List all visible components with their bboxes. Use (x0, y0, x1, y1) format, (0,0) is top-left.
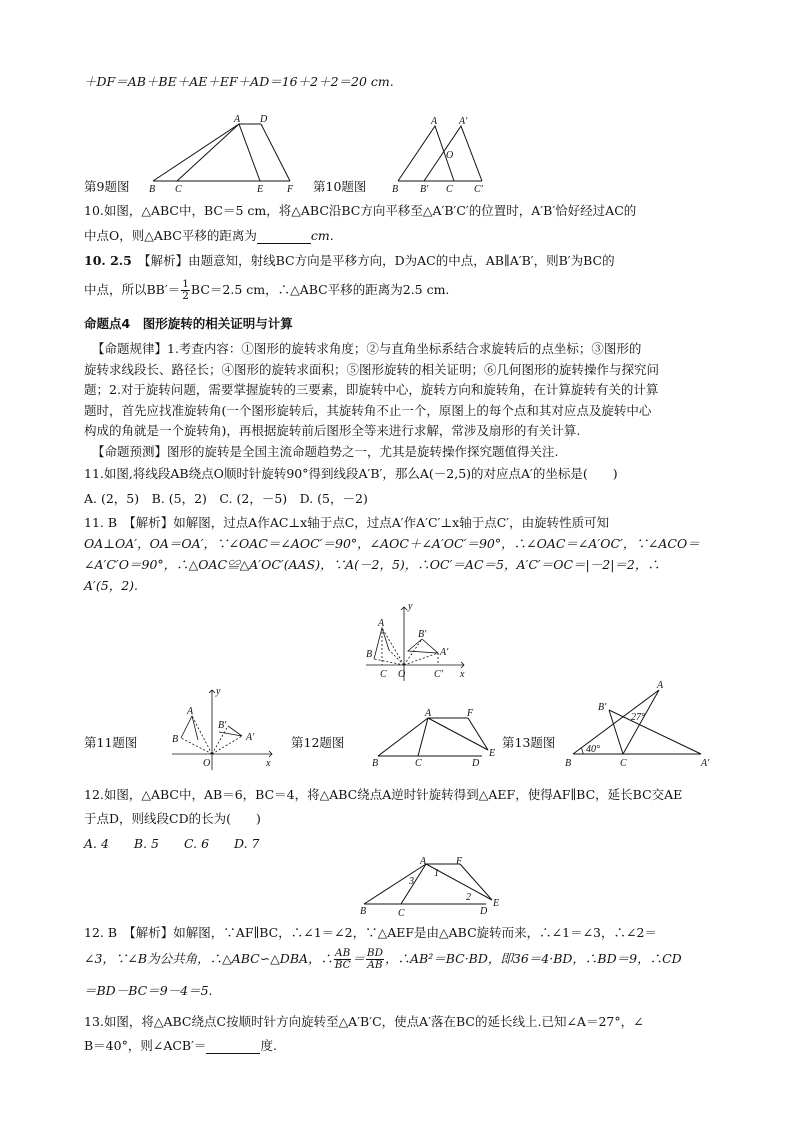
label-C: C (620, 758, 627, 769)
figure-12 (370, 708, 500, 770)
question-12-line1: 12.如图，△ABC中，AB＝6，BC＝4，将△ABC绕点A逆时针旋转得到△AEF，使得AF∥BC，延长BC交AE (84, 787, 683, 802)
answer-blank (257, 243, 311, 244)
label-C: C (415, 758, 422, 769)
label-C: C (398, 908, 405, 919)
answer-12-line2: ∠3，∵∠B为公共角，∴△ABC∽△DBA，∴ $\frac{AB}{BC}$ ＝ $\frac{BD}{AB}$ ，∴AB²＝BC·BD，即36＝4·BD，∴BD＝9，∴CD (84, 947, 682, 971)
question-13-line1: 13.如图，将△ABC绕点C按顺时针方向旋转至△A′B′C，使点A′落在BC的延长线上.已知∠A＝27°，∠ (84, 1014, 644, 1029)
solution-figure-11 (362, 603, 472, 683)
label-C: C (175, 184, 182, 195)
rule-line-3: 题；2.对于旋转问题，需要掌握旋转的三要素，即旋转中心，旋转方向和旋转角，在计算旋转有关的计算 (84, 382, 659, 397)
label-A: A (425, 708, 432, 719)
rule-line-1: 【命题规律】1.考查内容：①图形的旋转求角度；②与直角坐标系结合求旋转后的点坐标；③图形的 (92, 341, 642, 356)
solution-figure-12 (356, 856, 506, 918)
label-O: O (446, 150, 454, 161)
fraction-ab-bc: $\frac{AB}{BC}$ (334, 947, 351, 971)
figure-10 (390, 118, 490, 194)
figure-11 (168, 686, 278, 772)
figure-13 (565, 680, 715, 772)
label-A: A (657, 680, 664, 691)
label-D: D (480, 906, 488, 917)
answer-12-line1: 12. B 【解析】如解图，∵AF∥BC，∴∠1＝∠2，∵△AEF是由△ABC旋转而来，∴∠1＝∠3，∴∠2＝ (84, 925, 657, 940)
label-B-prime: B′ (418, 629, 427, 640)
rule-line-5: 构成的角就是一个旋转角)，再根据旋转前后图形全等来进行求解，常涉及扇形的有关计算. (84, 423, 581, 438)
answer-11-line3: ∠A′C′O＝90°，∴△OAC≌△A′OC′(AAS)，∵A(－2，5)，∴OC′＝AC＝5，A′C′＝OC＝|－2|＝2，∴ (84, 557, 660, 572)
question-11-options: A. (2，5) B. (5，2) C. (2，－5) D. (5，－2) (84, 491, 368, 506)
label-A-prime: A′ (459, 116, 468, 127)
label-angle-2: 2 (466, 892, 471, 903)
label-B-prime: B′ (218, 720, 227, 731)
caption-fig11: 第11题图 (84, 735, 138, 750)
label-B: B (392, 184, 399, 195)
caption-fig10: 第10题图 (313, 179, 367, 194)
caption-fig13: 第13题图 (502, 735, 556, 750)
question-10-line2: 中点O，则△ABC平移的距离为 cm. (84, 228, 334, 243)
answer-10-line1: 10. 2.5 【解析】由题意知，射线BC方向是平移方向，D为AC的中点，AB∥A′B′，则B′为BC的 (84, 253, 615, 268)
label-A: A (431, 116, 438, 127)
label-E: E (493, 898, 500, 909)
label-y: y (408, 601, 413, 612)
label-O: O (203, 758, 211, 769)
label-40-degrees: 40° (586, 744, 600, 755)
prediction-line: 【命题预测】图形的旋转是全国主流命题趋势之一，尤其是旋转操作探究题值得关注. (92, 444, 559, 459)
label-C: C (380, 669, 387, 680)
answer-11-line2: OA⊥OA′，OA＝OA′，∵∠OAC＝∠AOC′＝90°，∠AOC＋∠A′OC′＝90°，∴∠OAC＝∠A′OC′，∵∠ACO＝ (84, 536, 700, 551)
calc-line: ＋DF＝AB＋BE＋AE＋EF＋AD＝16＋2＋2＝20 cm. (84, 74, 394, 89)
caption-fig12: 第12题图 (291, 735, 345, 750)
figure-9 (145, 114, 305, 195)
question-12-line2: 于点D，则线段CD的长为( ) (84, 811, 261, 826)
fraction-half: $\frac{1}{2}$ (182, 278, 189, 302)
label-C-prime: C′ (474, 184, 483, 195)
label-A: A (187, 706, 194, 717)
rule-line-2: 旋转求线段长、路径长；④图形的旋转求面积；⑤图形旋转的相关证明；⑥几何图形的旋转操作与探究问 (84, 362, 660, 377)
label-A: A (420, 856, 427, 867)
label-A-prime: A′ (701, 758, 710, 769)
label-F: F (467, 708, 474, 719)
label-C: C (446, 184, 453, 195)
label-angle-3: 3 (409, 876, 414, 887)
label-27-degrees: 27° (631, 712, 645, 723)
label-x: x (266, 758, 271, 769)
answer-12-line3: ＝BD－BC＝9－4＝5. (84, 983, 213, 998)
label-A: A (378, 618, 385, 629)
label-angle-1: 1 (434, 868, 439, 879)
rule-line-4: 题时，首先应找准旋转角(一个图形旋转后，其旋转角不止一个，原图上的每个点和其对应点及旋转中心 (84, 403, 652, 418)
answer-11-line4: A′(5，2). (84, 578, 138, 593)
label-B: B (360, 906, 367, 917)
question-11: 11.如图,将线段AB绕点O顺时针旋转90°得到线段A′B′，那么A(－2,5)的对应点A′的坐标是( ) (84, 466, 618, 481)
label-E: E (257, 184, 264, 195)
label-A: A (234, 114, 241, 125)
label-y: y (216, 686, 221, 697)
label-B: B (172, 734, 179, 745)
label-A-prime: A′ (440, 647, 449, 658)
label-D: D (260, 114, 268, 125)
label-F: F (456, 856, 463, 867)
label-B-prime: B′ (598, 702, 607, 713)
label-O: O (398, 669, 406, 680)
label-B: B (565, 758, 572, 769)
fraction-bd-ab: $\frac{BD}{AB}$ (366, 947, 383, 971)
answer-10-line2: 中点，所以BB′＝ $\frac{1}{2}$ BC＝2.5 cm，∴△ABC平移的距离为2.5 cm. (84, 278, 450, 302)
question-10-line1: 10.如图，△ABC中，BC＝5 cm，将△ABC沿BC方向平移至△A′B′C′的位置时，A′B′恰好经过AC的 (84, 203, 637, 218)
caption-fig9: 第9题图 (84, 179, 130, 194)
answer-11-line1: 11. B 【解析】如解图，过点A作AC⊥x轴于点C，过点A′作A′C′⊥x轴于点C′，由旋转性质可知 (84, 515, 610, 530)
label-F: F (287, 184, 294, 195)
label-B: B (366, 649, 373, 660)
section-heading: 命题点4 图形旋转的相关证明与计算 (84, 316, 293, 331)
answer-blank (206, 1053, 260, 1054)
label-A-prime: A′ (246, 732, 255, 743)
label-x: x (460, 669, 465, 680)
question-12-options: A. 4 B. 5 C. 6 D. 7 (84, 836, 260, 851)
label-B: B (149, 184, 156, 195)
label-B-prime: B′ (420, 184, 429, 195)
label-D: D (472, 758, 480, 769)
label-C-prime: C′ (434, 669, 443, 680)
label-E: E (489, 748, 496, 759)
question-13-line2: B＝40°，则∠ACB′＝ 度. (84, 1038, 277, 1053)
label-B: B (372, 758, 379, 769)
